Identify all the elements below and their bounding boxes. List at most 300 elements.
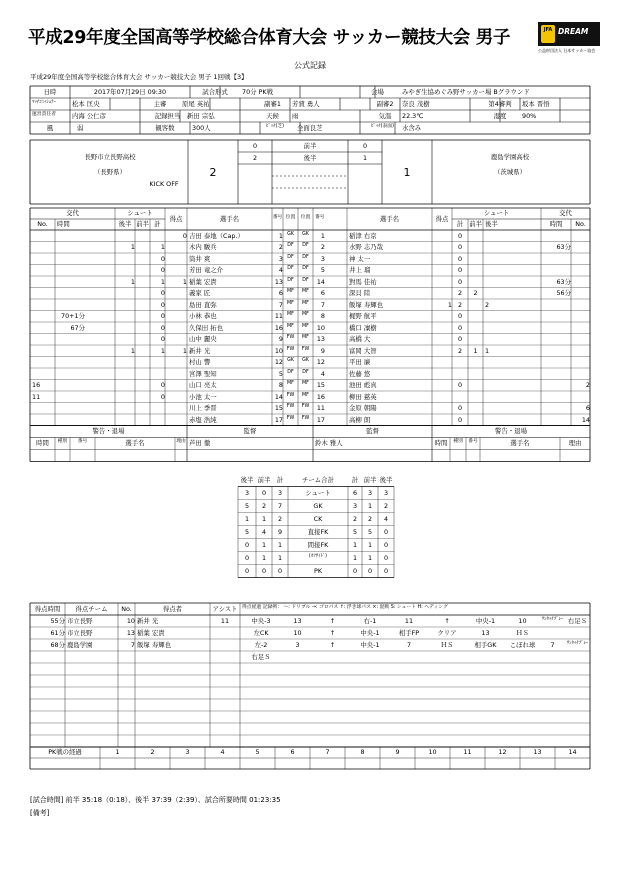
match-time-note: [試合時間] 前半 35:18（0:18）、後半 37:39（2:39）、試合所要時間 01:23:35 [30, 796, 281, 804]
humidity-label: 湿度 [493, 111, 507, 120]
logo-brand: DREAM [558, 27, 589, 36]
stat-label: シュート [305, 488, 331, 497]
attendance-label: 観客数 [155, 123, 175, 132]
stat-away-second: 3 [383, 488, 389, 497]
stat-away-total: 6 [352, 488, 358, 497]
notes-label: [備考] [30, 809, 50, 817]
stat-home-first: 4 [261, 527, 267, 536]
away-player-number: 1 [320, 231, 325, 240]
stat-away-first: 1 [367, 553, 373, 562]
home-player-name: 筒井 爽 [189, 254, 211, 263]
stat-away-total: 0 [352, 566, 358, 575]
away-number-header: 番号 [315, 214, 325, 220]
stat-home-second: 5 [244, 527, 250, 536]
goal-player-no: 13 [126, 628, 135, 637]
goal-sequence-step: ↑ [329, 628, 336, 637]
away-player-number: 7 [320, 300, 325, 309]
home-player-name: 山中 麗央 [189, 335, 217, 344]
home-player-position: MF [287, 289, 294, 295]
goal-sequence-step: 右-1 [363, 616, 377, 625]
home-player-number: 15 [274, 404, 283, 413]
away-sub-time: 56分 [556, 289, 571, 298]
home-shots-total: 0 [160, 266, 165, 275]
home-shots-total: 0 [160, 312, 165, 321]
pk-kick-number: 7 [325, 748, 330, 757]
goal-scorer: 稲葉 宏貴 [137, 628, 165, 637]
away-player-position: DF [302, 243, 309, 249]
home-card-number-header: 番号 [77, 439, 88, 445]
away-player-name: 稲津 右京 [349, 231, 377, 240]
wind-value: 弱 [77, 123, 84, 132]
stat-home-second: 0 [244, 566, 250, 575]
stat-away-second: 0 [383, 527, 389, 536]
stat-label: 直接FK [307, 527, 329, 536]
stats-home-second-header: 後半 [240, 475, 254, 484]
goal-time-header: 得点時間 [34, 604, 61, 613]
away-player-position: MF [302, 392, 309, 398]
home-player-number: 13 [274, 277, 283, 286]
away-player-name: 池田 彪真 [349, 381, 377, 390]
away-player-name: 佐藤 悠 [349, 369, 371, 378]
stat-away-first: 5 [367, 527, 373, 536]
home-shots-second: 1 [130, 346, 135, 355]
home-player-position: GK [287, 231, 294, 237]
goal-assist-header: アシスト [212, 604, 238, 613]
away-sub-number: 6 [585, 404, 590, 413]
away-player-name: 對馬 佳祐 [349, 277, 377, 286]
away-player-number: 13 [316, 335, 325, 344]
home-shots-total: 0 [160, 381, 165, 390]
venue-label: 会場 [371, 87, 384, 96]
goal-sequence-step: 11 [404, 616, 414, 625]
attendance-value: 300人 [192, 123, 211, 132]
away-shots-total: 0 [457, 323, 463, 332]
home-player-number: 3 [278, 254, 283, 263]
stat-home-total: 0 [277, 566, 283, 575]
ar2-label: 副審2 [376, 99, 394, 108]
away-goals: 1 [447, 300, 452, 309]
away-player-position: MF [302, 312, 309, 318]
away-sub-time: 63分 [556, 243, 571, 252]
goal-sequence-step: 中央-1 [475, 616, 496, 625]
goal-scorer-header: 得点者 [162, 604, 183, 613]
away-player-number: 14 [316, 277, 325, 286]
referee-label: 主審 [153, 99, 167, 108]
away-shots-total: 0 [457, 335, 463, 344]
home-shots-total: 0 [160, 323, 165, 332]
away-first-half-header: 前半 [469, 220, 482, 229]
away-card-time-header: 時間 [434, 439, 448, 448]
pk-kick-number: 11 [463, 748, 472, 757]
home-player-name: 新井 光 [189, 346, 211, 355]
away-shots-total: 0 [457, 243, 463, 252]
away-player-name: 柳田 慈英 [349, 392, 377, 401]
away-player-number: 4 [320, 369, 325, 378]
away-player-number: 6 [320, 289, 325, 298]
away-player-number: 8 [320, 312, 325, 321]
home-player-position: MF [287, 312, 294, 318]
away-player-position: MF [302, 381, 309, 387]
home-coach-label: 監督 [243, 427, 257, 436]
home-player-name: 木内 駿兵 [189, 243, 217, 252]
home-sub-number: 11 [32, 392, 41, 401]
away-sub-header: 交代 [559, 209, 572, 218]
goal-sequence-step: 7 [550, 640, 555, 649]
stat-away-total: 3 [352, 501, 358, 510]
away-player-name: 神 太一 [349, 254, 371, 263]
assessor-value: 新田 宗弘 [187, 111, 215, 120]
home-shots-total: 0 [160, 254, 165, 263]
stat-away-second: 0 [383, 540, 389, 549]
stat-home-total: 7 [277, 501, 283, 510]
goal-team: 市立長野 [67, 616, 93, 625]
away-player-position: DF [302, 254, 309, 260]
home-player-name: 芳田 竜之介 [189, 266, 223, 275]
away-shots-first: 2 [473, 289, 478, 298]
home-player-number: 2 [278, 243, 283, 252]
stat-home-first: 1 [261, 553, 267, 562]
home-score: 2 [209, 165, 217, 179]
home-first-half-header: 前半 [136, 220, 149, 229]
away-shots-total: 0 [457, 415, 463, 424]
stat-label: GK [313, 501, 323, 510]
home-player-number: 5 [278, 369, 283, 378]
goal-sequence-step: ﾜﾝﾀｯﾁﾌﾟﾚｰ [541, 616, 564, 622]
stat-home-first: 0 [261, 566, 267, 575]
stat-home-total: 9 [277, 527, 283, 536]
home-shots-total: 1 [160, 346, 165, 355]
away-card-number-header: 番号 [468, 439, 478, 445]
home-player-position: FW [286, 404, 295, 410]
stat-home-total: 3 [277, 488, 283, 497]
home-player-position: DF [287, 243, 294, 249]
pk-kick-number: 8 [360, 748, 365, 757]
stat-away-second: 4 [383, 514, 389, 523]
away-shots-total: 0 [457, 381, 463, 390]
away-player-position: MF [302, 323, 309, 329]
away-player-number: 2 [320, 243, 325, 252]
ar1-label: 副審1 [264, 99, 281, 108]
goal-team-header: 得点チーム [75, 604, 108, 613]
logo-caption: 公益財団法人 日本サッカー協会 [538, 48, 596, 53]
goal-sequence-step: クリア [437, 628, 457, 637]
home-player-name: 義家 匠 [189, 289, 211, 298]
goal-sequence-step: 中央-1 [360, 640, 380, 649]
stat-away-second: 0 [383, 566, 389, 575]
away-player-position: FW [301, 404, 310, 410]
period-home-score: 2 [252, 153, 258, 162]
stat-away-second: 2 [383, 501, 389, 510]
away-player-name: 橋口 凜樹 [349, 323, 377, 332]
away-shots-total: 0 [457, 254, 463, 263]
home-player-number: 1 [278, 231, 283, 240]
pk-kick-number: 12 [498, 748, 507, 757]
away-player-name: 高柳 朗 [349, 415, 371, 424]
away-shots-total: 2 [457, 300, 463, 309]
away-score: 1 [403, 165, 411, 179]
home-sub-no-header: No. [37, 220, 48, 229]
home-card-time-header: 時間 [36, 439, 49, 448]
pitch-label: ﾋﾟｯﾁ(芝) [265, 123, 285, 129]
home-player-number: 17 [274, 415, 283, 424]
pk-kick-number: 1 [115, 748, 120, 757]
stats-away-first-header: 前半 [363, 475, 377, 484]
away-player-position: DF [302, 277, 309, 283]
home-shots-total: 0 [160, 300, 165, 309]
away-player-position: GK [302, 231, 309, 237]
home-sub-header: 交代 [66, 209, 79, 218]
pk-kick-number: 4 [220, 748, 225, 757]
away-team-prefecture: （茨城県） [494, 167, 526, 176]
temperature-label: 気温 [378, 111, 392, 120]
ar1-value: 芳賀 勇人 [292, 99, 320, 108]
home-shots-second: 1 [130, 277, 135, 286]
away-player-header: 選手名 [379, 214, 400, 223]
away-player-number: 5 [320, 266, 325, 275]
home-player-position: MF [287, 300, 294, 306]
pk-kick-number: 3 [185, 748, 190, 757]
fourth-official-value: 坂本 晋悟 [522, 99, 550, 108]
away-player-position: DF [302, 369, 309, 375]
stat-label: 間接FK [307, 540, 329, 549]
away-shots-total: 0 [457, 404, 463, 413]
home-player-position: FW [286, 346, 295, 352]
away-player-number: 15 [316, 381, 325, 390]
home-player-name: 川上 季晋 [189, 404, 217, 413]
home-player-name: 稲葉 宏貴 [189, 277, 217, 286]
away-player-number: 3 [320, 254, 325, 263]
away-position-header: 位置 [300, 214, 311, 220]
away-player-name: 富岡 大智 [349, 346, 377, 355]
goal-sequence-step: ↑ [329, 616, 336, 625]
home-player-name: 山口 亮太 [189, 381, 217, 390]
stat-away-second: 0 [383, 553, 389, 562]
goal-sequence-step: ＨＳ [516, 628, 529, 637]
goal-sequence-step: 10 [518, 616, 527, 625]
goal-sequence-step: ↑ [329, 640, 336, 649]
away-player-name: 平田 廉 [349, 358, 371, 367]
stat-away-first: 3 [367, 488, 373, 497]
pk-kick-number: 10 [428, 748, 437, 757]
away-card-reason-header: 理由 [568, 439, 582, 448]
away-sub-number: 14 [581, 415, 590, 424]
home-goals: 1 [182, 277, 187, 286]
away-player-position: FW [301, 346, 310, 352]
period-label: 前半 [303, 141, 317, 150]
stat-home-total: 1 [277, 540, 283, 549]
date-label: 日時 [43, 87, 57, 96]
away-shots-total: 2 [457, 346, 463, 355]
home-goals: 0 [182, 231, 187, 240]
stat-home-first: 1 [261, 514, 267, 523]
away-shots-second: 2 [485, 300, 490, 309]
home-player-name: 小池 太一 [189, 392, 217, 401]
home-player-number: 4 [278, 266, 283, 275]
home-second-half-header: 後半 [118, 220, 132, 229]
away-sub-no-header: No. [575, 220, 586, 229]
goal-sequence-step: ＨＳ [440, 640, 454, 649]
away-team-name: 鹿島学園高校 [490, 152, 530, 161]
home-shots-total: 0 [160, 335, 165, 344]
home-shots-header: シュート [127, 209, 153, 218]
period-away-score: 0 [362, 141, 368, 150]
stat-away-first: 0 [367, 566, 373, 575]
period-away-score: 1 [362, 153, 368, 162]
stat-home-total: 2 [277, 514, 283, 523]
manager-value: 内海 公仁彦 [72, 111, 106, 120]
stat-away-first: 1 [367, 540, 373, 549]
away-sub-number: 2 [585, 381, 590, 390]
home-goals: 1 [182, 346, 187, 355]
goal-sequence-step: 左-2 [254, 640, 268, 649]
home-player-name: 宮澤 聖知 [189, 369, 217, 378]
away-shots-total: 0 [457, 231, 463, 240]
home-coach-name: 芦田 徹 [189, 439, 211, 448]
commissioner-label: ﾏｯﾁｺﾐｯｼｮﾅｰ [32, 99, 56, 105]
format-value: 70分 PK戦 [242, 87, 273, 96]
goal-sequence-step: 7 [406, 640, 412, 649]
away-shots-second: 1 [485, 346, 490, 355]
stats-home-total-header: 計 [276, 475, 284, 484]
pk-kick-number: 2 [150, 748, 155, 757]
home-card-player-header: 選手名 [125, 439, 145, 448]
home-team-name: 長野市立長野高校 [84, 152, 136, 161]
away-player-name: 高橋 大 [349, 335, 371, 344]
home-player-name: 島田 直弥 [189, 300, 217, 309]
kickoff-label: KICK OFF [149, 179, 179, 188]
pitch-value: 全面良芝 [297, 123, 323, 132]
home-player-header: 選手名 [219, 214, 240, 223]
away-second-half-header: 後半 [485, 220, 498, 229]
home-sub-time: 70+1分 [61, 312, 85, 321]
stats-away-second-header: 後半 [379, 475, 393, 484]
stat-label: PK [313, 566, 323, 575]
weather-value: 雨 [292, 111, 299, 120]
away-player-number: 16 [316, 392, 325, 401]
goal-sequence-step: 13 [293, 616, 302, 625]
goal-sequence-step: 左CK [253, 628, 269, 637]
away-shots-header: シュート [483, 209, 510, 218]
away-player-name: 飯塚 寿輝也 [349, 300, 383, 309]
home-player-position: MF [287, 381, 294, 387]
goal-scorer: 新井 光 [137, 616, 159, 625]
pitch-surface-value: 水含み [402, 123, 422, 132]
goal-sequence-step: 相手GK [474, 640, 497, 649]
ar2-value: 奈良 茂樹 [402, 99, 430, 108]
stat-home-second: 5 [244, 501, 250, 510]
away-player-position: MF [302, 289, 309, 295]
weather-label: 天候 [266, 111, 279, 120]
home-team-prefecture: （長野県） [94, 167, 126, 176]
wind-label: 風 [46, 123, 54, 132]
pk-kick-number: 6 [290, 748, 295, 757]
goal-player-no: 10 [126, 616, 135, 625]
home-card-reason-header: 理由 [176, 439, 186, 445]
referee-value: 原尾 英祐 [182, 99, 210, 108]
home-player-name: 村山 響 [189, 358, 211, 367]
home-player-number: 7 [278, 300, 283, 309]
home-player-name: 小林 恭也 [189, 312, 217, 321]
stats-away-total-header: 計 [351, 475, 359, 484]
away-player-position: MF [302, 335, 309, 341]
stat-home-first: 1 [261, 540, 267, 549]
away-sub-time: 63分 [556, 277, 571, 286]
logo-mark: JFA [543, 27, 553, 33]
period-home-score: 0 [252, 141, 258, 150]
home-player-position: DF [287, 369, 294, 375]
home-player-position: DF [287, 277, 294, 283]
stat-away-first: 1 [367, 501, 373, 510]
home-player-position: DF [287, 266, 294, 272]
away-player-name: 深貝 陸 [349, 289, 371, 298]
venue-value: みやぎ生協めぐみ野サッカー場 Bグラウンド [402, 87, 530, 96]
stat-away-first: 2 [367, 514, 373, 523]
goal-legend: 得点経過 記録例： ～: ドリブル →: ゴロパス ↑: 浮き球パス ×: 混戦 S: シュート H: ヘディング [242, 604, 448, 610]
away-shots-first: 1 [473, 346, 478, 355]
goal-sequence-step: 3 [295, 640, 300, 649]
away-cards-label: 警告・退場 [495, 427, 527, 436]
away-shots-total: 0 [457, 266, 463, 275]
goal-sequence-step: 10 [293, 628, 302, 637]
goal-team: 鹿島学園 [67, 640, 93, 649]
official-record-label: 公式記録 [294, 61, 326, 70]
home-shots-total: 1 [160, 277, 165, 286]
home-player-number: 14 [274, 392, 283, 401]
away-player-name: 梶野 航平 [349, 312, 377, 321]
home-player-position: DF [287, 254, 294, 260]
home-sub-time-header: 時間 [57, 220, 70, 229]
home-player-number: 10 [274, 346, 283, 355]
goal-scorer: 飯塚 寿輝也 [137, 640, 171, 649]
away-player-number: 9 [320, 346, 325, 355]
home-player-number: 8 [278, 381, 283, 390]
page-title: 平成29年度全国高等学校総合体育大会 サッカー競技大会 男子 [28, 28, 511, 48]
home-shots-total: 0 [160, 392, 165, 401]
stat-home-second: 3 [244, 488, 250, 497]
away-player-position: MF [302, 300, 309, 306]
pitch-surface-label: ﾋﾟｯﾁ(表面) [371, 123, 394, 129]
home-player-name: 久保田 拓也 [189, 323, 223, 332]
stat-home-second: 0 [244, 540, 250, 549]
pk-label: PK戦の経過 [48, 748, 82, 757]
away-player-number: 11 [316, 404, 325, 413]
goal-assist: 11 [220, 616, 230, 625]
stat-away-total: 5 [352, 527, 358, 536]
pk-kick-number: 5 [255, 748, 260, 757]
home-cards-label: 警告・退場 [92, 427, 125, 436]
goal-sequence-step: ﾜﾝﾀｯﾁﾌﾟﾚｰ [566, 640, 589, 646]
assessor-label: 記録担当 [154, 111, 181, 120]
home-total-header: 計 [154, 220, 161, 229]
away-shots-total: 0 [457, 277, 463, 286]
goal-sequence-step: ↑ [444, 616, 450, 625]
home-player-number: 9 [278, 335, 283, 344]
stat-away-total: 2 [352, 514, 358, 523]
away-player-name: 金原 朝陽 [349, 404, 377, 413]
goal-sequence-step: 中央-3 [251, 616, 271, 625]
goal-time: 55分 [50, 616, 65, 625]
home-player-number: 6 [278, 289, 283, 298]
away-shots-total: 2 [457, 289, 463, 298]
away-goals-header: 得点 [435, 214, 449, 223]
home-player-number: 11 [274, 312, 283, 321]
home-goals-header: 得点 [169, 214, 183, 223]
goal-sequence-step: 右足Ｓ [567, 616, 588, 625]
stat-home-first: 0 [261, 488, 267, 497]
goal-time: 61分 [50, 628, 65, 637]
away-shots-total: 0 [457, 312, 463, 321]
away-player-name: 井上 瑠 [349, 266, 371, 275]
